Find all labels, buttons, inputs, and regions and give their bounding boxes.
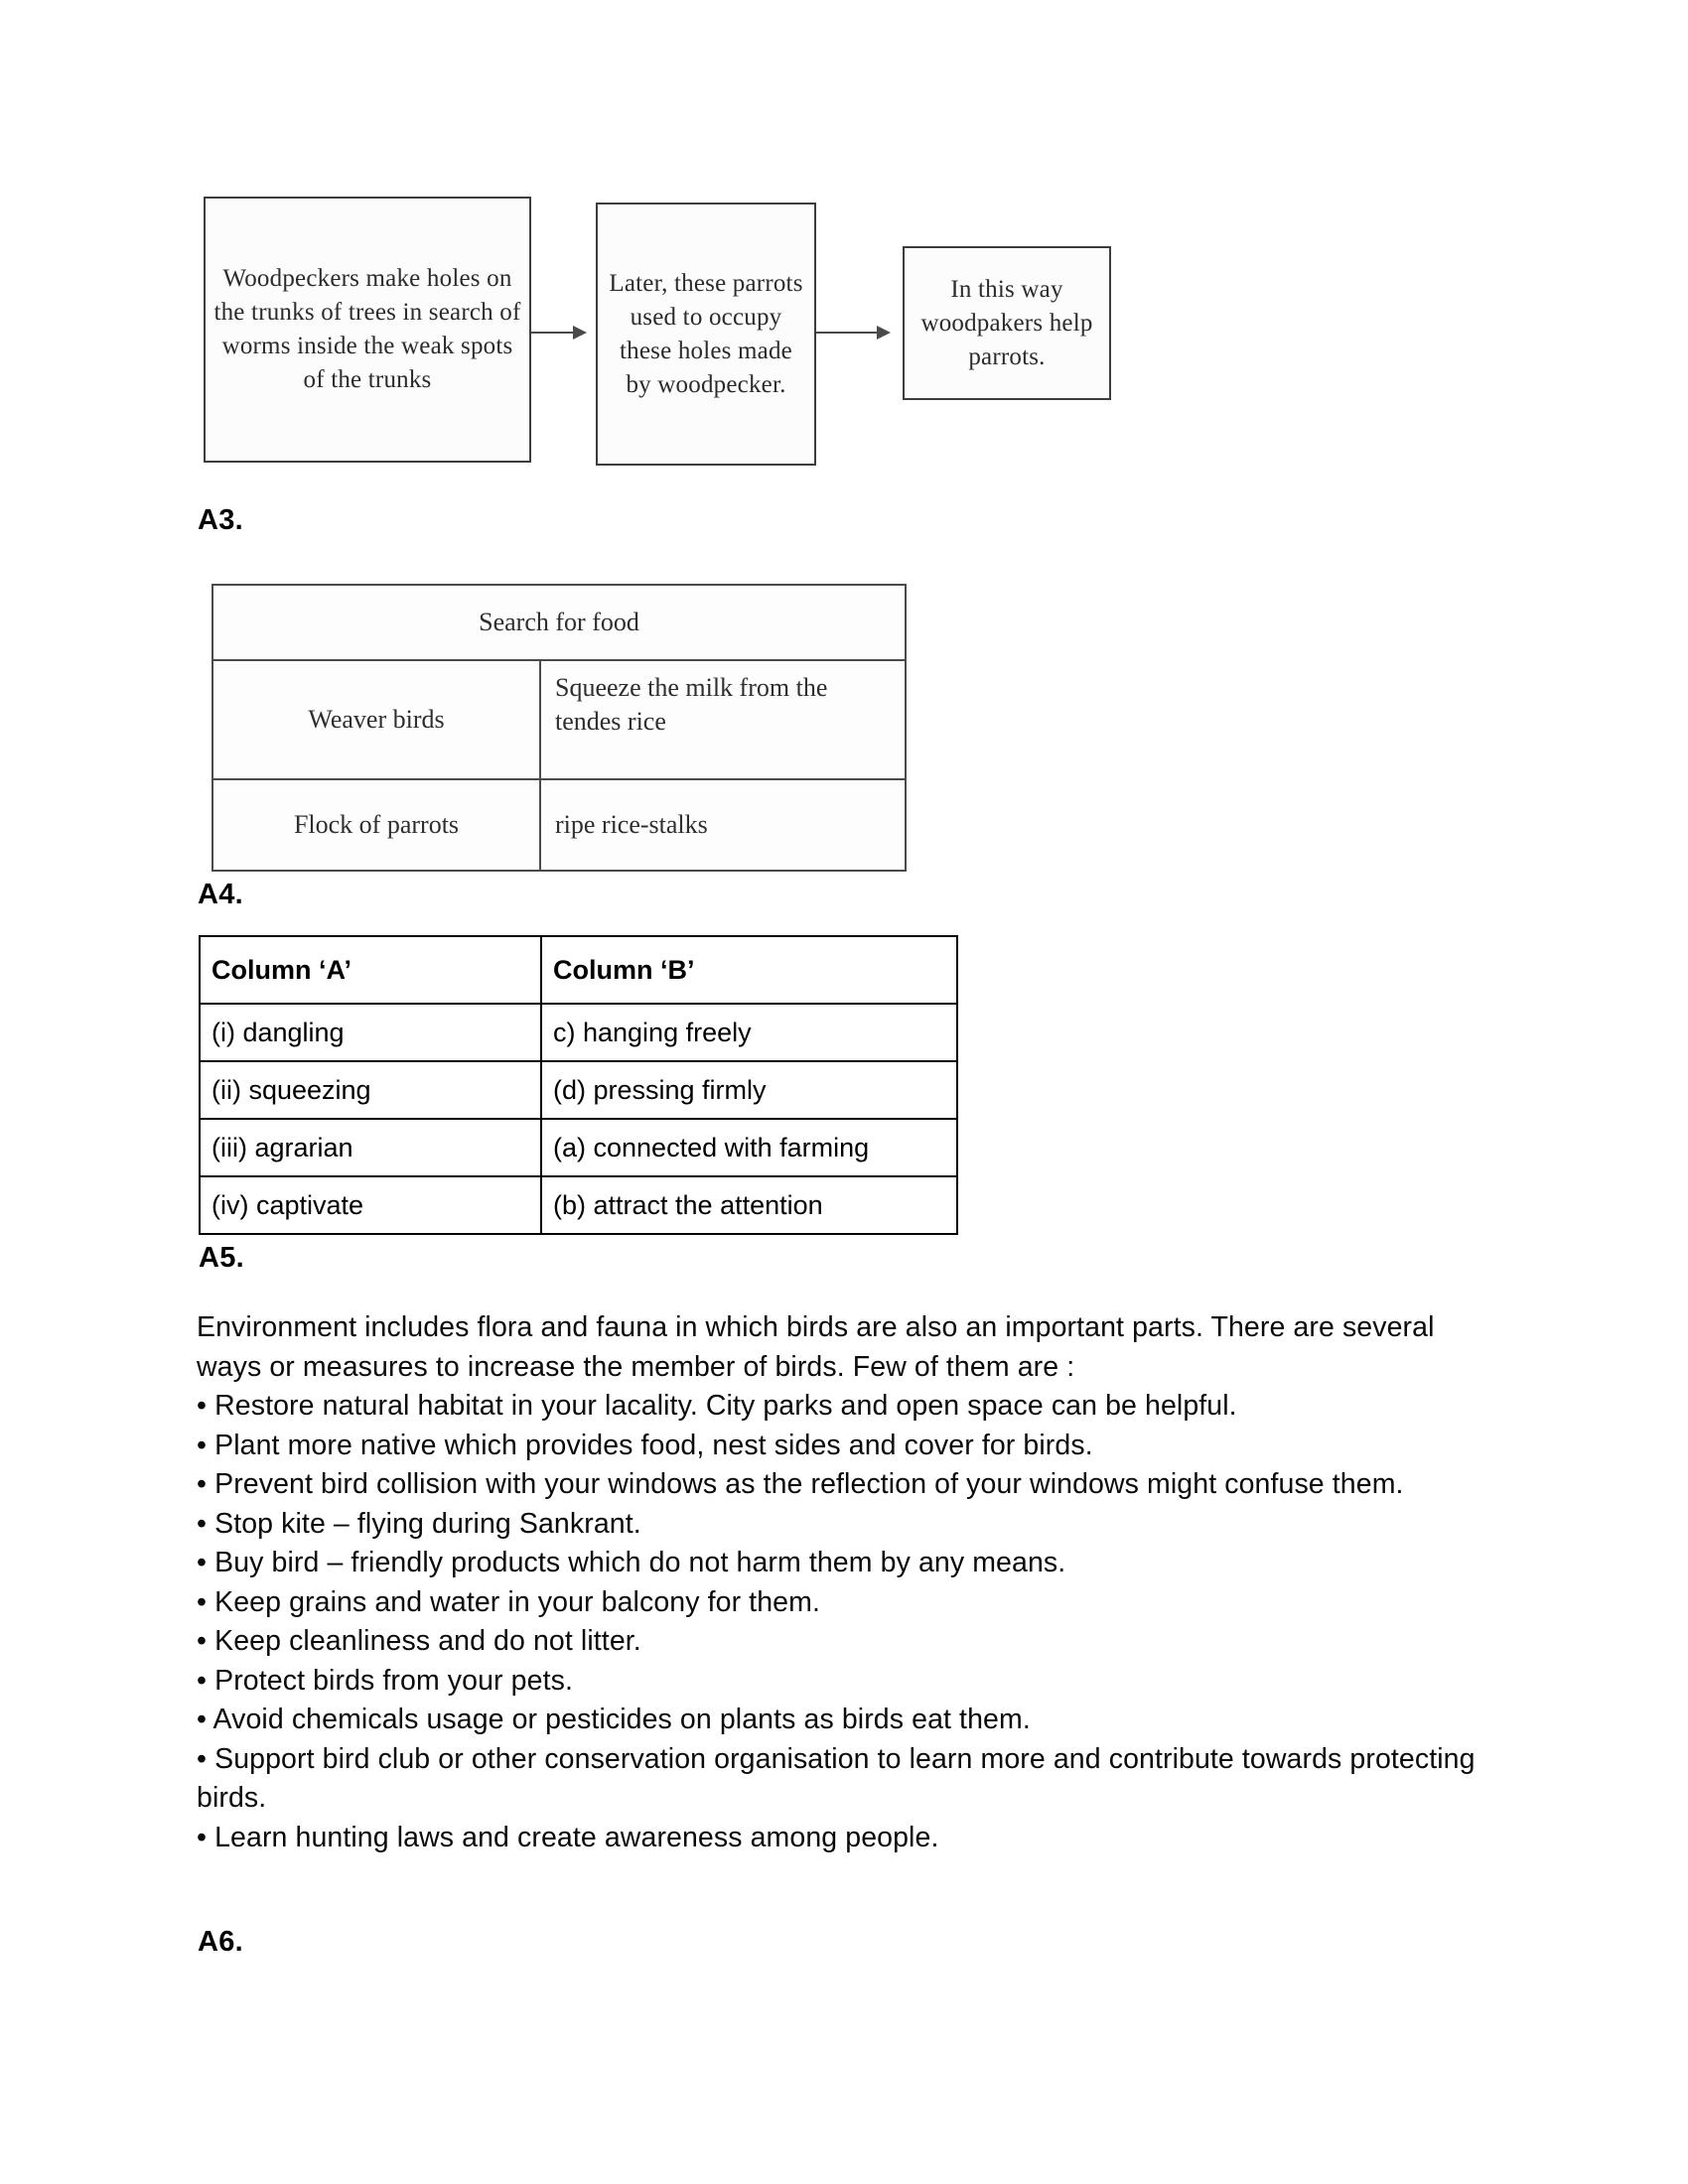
section-label-a5: A5. — [199, 1242, 245, 1274]
a5-bullet-3: • Prevent bird collision with your windows as the reflection of your windows might confuse them. — [197, 1468, 1404, 1500]
flowchart-box-3: In this way woodpakers help parrots. — [903, 246, 1111, 400]
table-row — [200, 1176, 957, 1234]
flowchart-arrow-right-icon — [816, 332, 889, 334]
flowchart-box-2: Later, these parrots used to occupy these holes made by woodpecker. — [596, 203, 816, 466]
a4-header-column-a: Column ‘A’ — [200, 936, 541, 1004]
a4-cell-a-4: (iv) captivate — [200, 1176, 541, 1234]
table-a4-matching-columns — [199, 935, 958, 1235]
table-row — [200, 1119, 957, 1176]
table-header-row — [200, 936, 957, 1004]
table-row — [200, 1004, 957, 1061]
section-label-a3: A3. — [198, 504, 244, 536]
a4-cell-b-3: (a) connected with farming — [541, 1119, 957, 1176]
a4-header-column-b: Column ‘B’ — [541, 936, 957, 1004]
flowchart-diagram — [204, 189, 1157, 486]
a5-bullet-9: • Avoid chemicals usage or pesticides on plants as birds eat them. — [197, 1704, 1031, 1735]
table-a3-search-for-food — [211, 584, 907, 872]
a4-cell-a-2: (ii) squeezing — [200, 1061, 541, 1119]
a5-bullet-7: • Keep cleanliness and do not litter. — [197, 1625, 641, 1657]
table-row — [200, 1061, 957, 1119]
a5-bullet-8: • Protect birds from your pets. — [197, 1664, 573, 1697]
a5-bullet-1: • Restore natural habitat in your lacality. City parks and open space can be helpful. — [197, 1390, 1237, 1422]
a5-bullet-5: • Buy bird – friendly products which do not harm them by any means. — [197, 1547, 1066, 1578]
a5-bullet-2: • Plant more native which provides food, nest sides and cover for birds. — [197, 1429, 1093, 1461]
a5-bullet-10: • Support bird club or other conservation organisation to learn more and contribute towards protecting birds. — [197, 1742, 1476, 1814]
a5-answer-text — [197, 1308, 1502, 1857]
a5-intro-paragraph: Environment includes flora and fauna in which birds are also an important parts. There are several ways or measures to increase the member of birds. Few of them are : — [197, 1311, 1435, 1383]
a4-cell-a-3: (iii) agrarian — [200, 1119, 541, 1176]
table-row — [212, 585, 906, 660]
a4-cell-b-4: (b) attract the attention — [541, 1176, 957, 1234]
table-row — [212, 660, 906, 779]
a4-cell-a-1: (i) dangling — [200, 1004, 541, 1061]
a3-food-cell-1: Squeeze the milk from the tendes rice — [540, 660, 906, 779]
a4-cell-b-1: c) hanging freely — [541, 1004, 957, 1061]
a5-bullet-6: • Keep grains and water in your balcony for them. — [197, 1585, 820, 1618]
section-label-a6: A6. — [198, 1926, 244, 1958]
a3-bird-cell-2: Flock of parrots — [212, 779, 540, 871]
table-row — [212, 779, 906, 871]
a5-bullet-11: • Learn hunting laws and create awareness among people. — [197, 1821, 939, 1853]
flowchart-box-1: Woodpeckers make holes on the trunks of trees in search of worms inside the weak spots of the trunks — [204, 197, 531, 463]
flowchart-arrow-right-icon — [531, 332, 585, 334]
a3-food-cell-2: ripe rice-stalks — [540, 779, 906, 871]
a3-header-cell: Search for food — [212, 585, 906, 660]
a3-bird-cell-1: Weaver birds — [212, 660, 540, 779]
a5-bullet-4: • Stop kite – flying during Sankrant. — [197, 1507, 641, 1540]
section-label-a4: A4. — [198, 879, 244, 910]
a4-cell-b-2: (d) pressing firmly — [541, 1061, 957, 1119]
